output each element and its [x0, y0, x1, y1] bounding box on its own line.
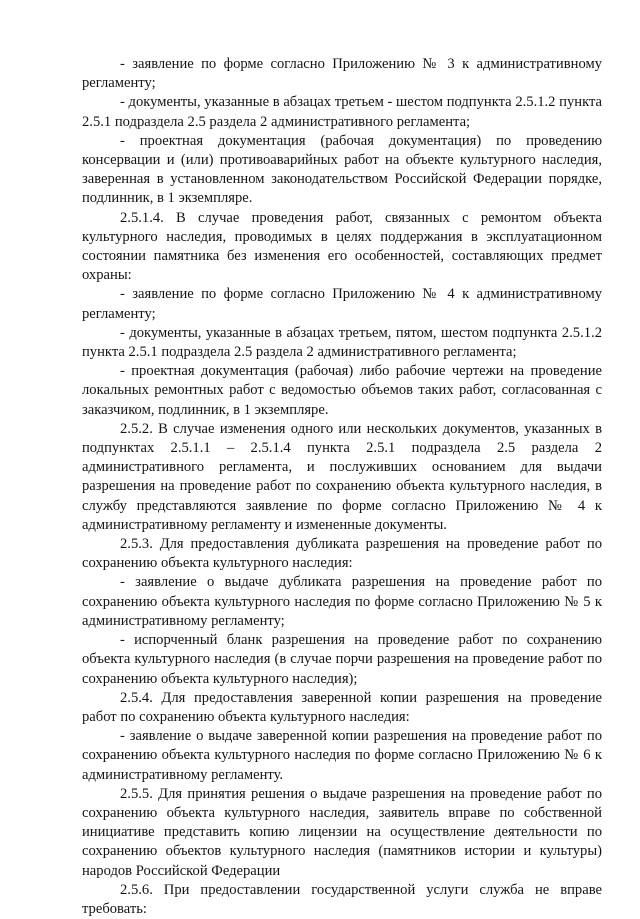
paragraph-2-5-6: 2.5.6. При предоставлении государственной услуги служба не вправе требовать:	[82, 881, 602, 917]
paragraph-appendix4-application: - заявление по форме согласно Приложению № 4 к административному регламенту;	[82, 286, 602, 322]
paragraph-2-5-5: 2.5.5. Для принятия решения о выдаче разрешения на проведение работ по сохранению объекта культурного наследия, заявитель вправе по собственной инициативе представить копию лицензии на осуществление деятельности по сохранению объектов культурного наследия (памятников истории и культуры) народов Российской Федерации	[82, 785, 602, 879]
paragraph-documents-3-5-6: - документы, указанные в абзацах третьем, пятом, шестом подпункта 2.5.1.2 пункта 2.5.1 подраздела 2.5 раздела 2 административного регламента;	[82, 324, 602, 361]
paragraph-duplicate-application: - заявление о выдаче дубликата разрешения на проведение работ по сохранению объекта культурного наследия по форме согласно Приложению № 5 к административному регламенту;	[82, 574, 602, 629]
paragraph-appendix3-application: - заявление по форме согласно Приложению № 3 к административному регламенту;	[82, 56, 602, 92]
paragraph-2-5-2: 2.5.2. В случае изменения одного или нескольких документов, указанных в подпунктах 2.5.1.1 – 2.5.1.4 пункта 2.5.1 подраздела 2.5 раздела 2 административного регламента, и послуживших основанием для выдачи разрешения на проведение работ по сохранению объекта культурного наследия, в службу представляются заявление по форме согласно Приложению № 4 к административному регламенту и измененные документы.	[82, 420, 602, 533]
paragraph-2-5-3: 2.5.3. Для предоставления дубликата разрешения на проведение работ по сохранению объекта культурного наследия:	[82, 536, 602, 572]
paragraph-certified-copy-application: - заявление о выдаче заверенной копии разрешения на проведение работ по сохранению объекта культурного наследия по форме согласно Приложению № 6 к административному регламенту.	[82, 728, 602, 783]
paragraph-2-5-1-4: 2.5.1.4. В случае проведения работ, связанных с ремонтом объекта культурного наследия, проводимых в целях поддержания в эксплуатационном состоянии памятника без изменения его особенностей, составляющих предмет охраны:	[82, 209, 602, 284]
paragraph-damaged-form: - испорченный бланк разрешения на проведение работ по сохранению объекта культурного наследия (в случае порчи разрешения на проведение работ по сохранению объекта культурного наследия);	[82, 632, 602, 687]
paragraph-2-5-4: 2.5.4. Для предоставления заверенной копии разрешения на проведение работ по сохранению объекта культурного наследия:	[82, 689, 602, 725]
paragraph-documents-3-6: - документы, указанные в абзацах третьем - шестом подпункта 2.5.1.2 пункта 2.5.1 подраздела 2.5 раздела 2 административного регламента;	[82, 94, 602, 130]
paragraph-project-documentation-repair: - проектная документация (рабочая) либо рабочие чертежи на проведение локальных ремонтных работ с ведомостью объемов таких работ, согласованная с заказчиком, подлинник, в 1 экземпляре.	[82, 363, 602, 418]
paragraph-project-documentation-conservation: - проектная документация (рабочая документация) по проведению консервации и (или) противоаварийных работ на объекте культурного наследия, заверенная в установленном законодательством Российской Федерации порядке, подлинник, в 1 экземпляре.	[82, 132, 602, 207]
